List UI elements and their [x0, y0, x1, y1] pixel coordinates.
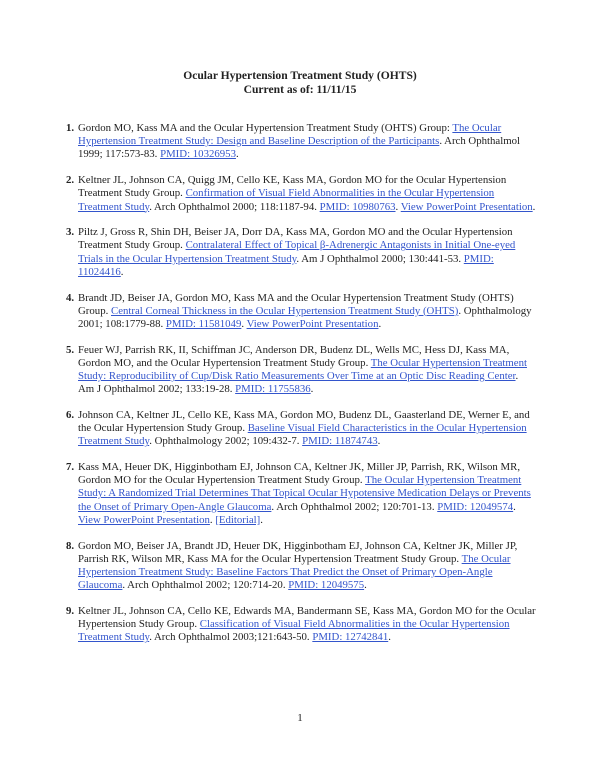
article-title-link[interactable]: The Ocular Hypertension Treatment Study: Baseline Factors That Predict the Onset of Primary Open-Angle Glaucoma — [78, 552, 511, 592]
reference-item — [66, 292, 536, 332]
editorial-link[interactable]: [Editorial] — [215, 513, 261, 526]
reference-text — [78, 605, 536, 645]
powerpoint-link[interactable]: View PowerPoint Presentation — [400, 200, 533, 213]
article-title-link[interactable]: The Ocular Hypertension Treatment Study: Design and Baseline Description of the Participants — [78, 122, 502, 148]
reference-list — [66, 122, 536, 657]
reference-text — [78, 122, 536, 162]
citation-text: . — [388, 631, 391, 644]
reference-number: 9. — [66, 604, 75, 617]
reference-number: 2. — [66, 174, 75, 187]
pmid-link[interactable]: PMID: 11755836 — [235, 383, 311, 396]
powerpoint-link[interactable]: View PowerPoint Presentation — [246, 317, 379, 330]
citation-text: . Arch Ophthalmol 2002; 120:714-20. — [122, 579, 289, 592]
citation-text: Keltner JL, Johnson CA, Cello KE, Edwards MA, Bandermann SE, Kass MA, Gordon MO for the Ocular Hypertension Study Group. — [78, 604, 536, 631]
article-title-link[interactable]: Baseline Visual Field Characteristics in the Ocular Hypertension Treatment Study — [78, 422, 527, 448]
citation-text: . Arch Ophthalmol 2002; 120:701-13. — [271, 500, 438, 513]
reference-number: 7. — [66, 461, 75, 474]
citation-text: . — [209, 513, 216, 526]
pmid-link[interactable]: PMID: 12049574 — [437, 500, 514, 513]
pmid-link[interactable]: PMID: 11024416 — [78, 252, 494, 278]
reference-text — [78, 540, 536, 593]
citation-text: . Ophthalmology 2001; 108:1779-88. — [78, 304, 532, 330]
citation-text: Gordon MO, Kass MA and the Ocular Hypertension Treatment Study (OHTS) Group: — [78, 122, 453, 134]
pmid-link[interactable]: PMID: 10326953 — [160, 148, 236, 161]
reference-item — [66, 122, 536, 162]
article-title-link[interactable]: Classification of Visual Field Abnormalities in the Ocular Hypertension Treatment Study — [78, 618, 510, 644]
citation-text: . — [241, 317, 247, 330]
citation-text: . — [377, 435, 381, 448]
reference-text — [78, 409, 536, 449]
document-header — [0, 69, 600, 97]
pmid-link[interactable]: PMID: 11581049 — [165, 317, 242, 330]
citation-text: . Arch Ophthalmol 2000; 118:1187-94. — [149, 200, 320, 213]
pmid-link[interactable]: PMID: 12742841 — [312, 631, 389, 644]
reference-item — [66, 226, 536, 279]
citation-text: Johnson CA, Keltner JL, Cello KE, Kass MA, Gordon MO, Budenz DL, Gaasterland DE, Werner E, and the Ocular Hypertension Study Group. — [78, 408, 530, 435]
reference-number: 3. — [66, 226, 75, 239]
citation-text: . Am J Ophthalmol 2002; 133:19-28. — [78, 370, 519, 396]
article-title-link[interactable]: Confirmation of Visual Field Abnormalities in the Ocular Hypertension Treatment Study — [78, 187, 495, 213]
citation-text: . — [235, 148, 239, 161]
reference-text — [78, 226, 536, 279]
citation-text: Feuer WJ, Parrish RK, II, Schiffman JC, Anderson DR, Budenz DL, Wells MC, Hess DJ, Kass MA, Gordon MO, and the Ocular Hypertension Treatment Study Group. — [78, 343, 510, 369]
pmid-link[interactable]: PMID: 12049575 — [288, 579, 365, 592]
reference-item — [66, 344, 536, 397]
reference-item — [66, 461, 536, 527]
reference-item — [66, 409, 536, 449]
citation-text: Kass MA, Heuer DK, Higginbotham EJ, Johnson CA, Keltner JK, Miller JP, Parrish, RK, Wilson MR, Gordon MO for the Ocular Hypertension Treatment Study Group. — [78, 461, 521, 487]
reference-number: 5. — [66, 343, 75, 356]
citation-text: . — [310, 383, 314, 396]
reference-number: 1. — [66, 122, 75, 134]
citation-text: . Ophthalmology 2002; 109:432-7. — [149, 435, 303, 448]
article-title-link[interactable]: Central Corneal Thickness in the Ocular Hypertension Treatment Study (OHTS) — [111, 304, 459, 317]
citation-text: . — [395, 200, 401, 213]
powerpoint-link[interactable]: View PowerPoint Presentation — [78, 513, 210, 526]
page-number: 1 — [297, 712, 303, 724]
citation-text: Brandt JD, Beiser JA, Gordon MO, Kass MA and the Ocular Hypertension Treatment Study (OHTS) Group. — [78, 291, 514, 317]
citation-text: . Arch Ophthalmol 1999; 117:573-83. — [78, 135, 521, 161]
article-title-link[interactable]: The Ocular Hypertension Treatment Study: Reproducibility of Cup/Disk Ratio Measurements Over Time at an Optic Disc Reading Center — [78, 356, 527, 383]
reference-text — [78, 344, 536, 397]
reference-item — [66, 540, 536, 593]
citation-text: . — [120, 265, 124, 278]
reference-number: 8. — [66, 539, 75, 552]
article-title-link[interactable]: The Ocular Hypertension Treatment Study: A Randomized Trial Determines That Topical Ocular Hypotensive Medication Delays or Prevents the Onset of Primary Open-Angle Glaucoma — [78, 474, 531, 513]
reference-item — [66, 605, 536, 645]
reference-number: 6. — [66, 408, 75, 421]
citation-text: . — [260, 513, 263, 526]
document-subtitle: Current as of: 11/11/15 — [243, 83, 357, 96]
citation-text: . Am J Ophthalmol 2000; 130:441-53. — [296, 252, 464, 265]
reference-item — [66, 174, 536, 214]
citation-text: . — [378, 317, 382, 330]
reference-number: 4. — [66, 291, 75, 304]
citation-text: Keltner JL, Johnson CA, Quigg JM, Cello KE, Kass MA, Gordon MO for the Ocular Hypertension Treatment Study Group. — [78, 174, 507, 200]
citation-text: Piltz J, Gross R, Shin DH, Beiser JA, Dorr DA, Kass MA, Gordon MO and the Ocular Hypertension Treatment Study Group. — [78, 226, 513, 252]
citation-text: . — [513, 500, 516, 513]
pmid-link[interactable]: PMID: 10980763 — [319, 200, 396, 213]
document-title: Ocular Hypertension Treatment Study (OHTS) — [183, 69, 417, 82]
pmid-link[interactable]: PMID: 11874743 — [302, 435, 378, 448]
reference-text — [78, 174, 536, 214]
reference-text — [78, 292, 536, 332]
citation-text: . Arch Ophthalmol 2003;121:643-50. — [149, 631, 313, 644]
citation-text: Gordon MO, Beiser JA, Brandt JD, Heuer DK, Higginbotham EJ, Johnson CA, Keltner JK, Miller JP, Parrish RK, Wilson MR, Kass MA for the Ocular Hypertension Treatment Study Group. — [78, 539, 518, 565]
citation-text: . — [364, 579, 367, 592]
citation-text: . — [532, 200, 536, 213]
reference-text — [78, 461, 536, 527]
article-title-link[interactable]: Contralateral Effect of Topical β-Adrenergic Antagonists in Initial One-eyed Trials in the Ocular Hypertension Treatment Study — [78, 239, 516, 265]
